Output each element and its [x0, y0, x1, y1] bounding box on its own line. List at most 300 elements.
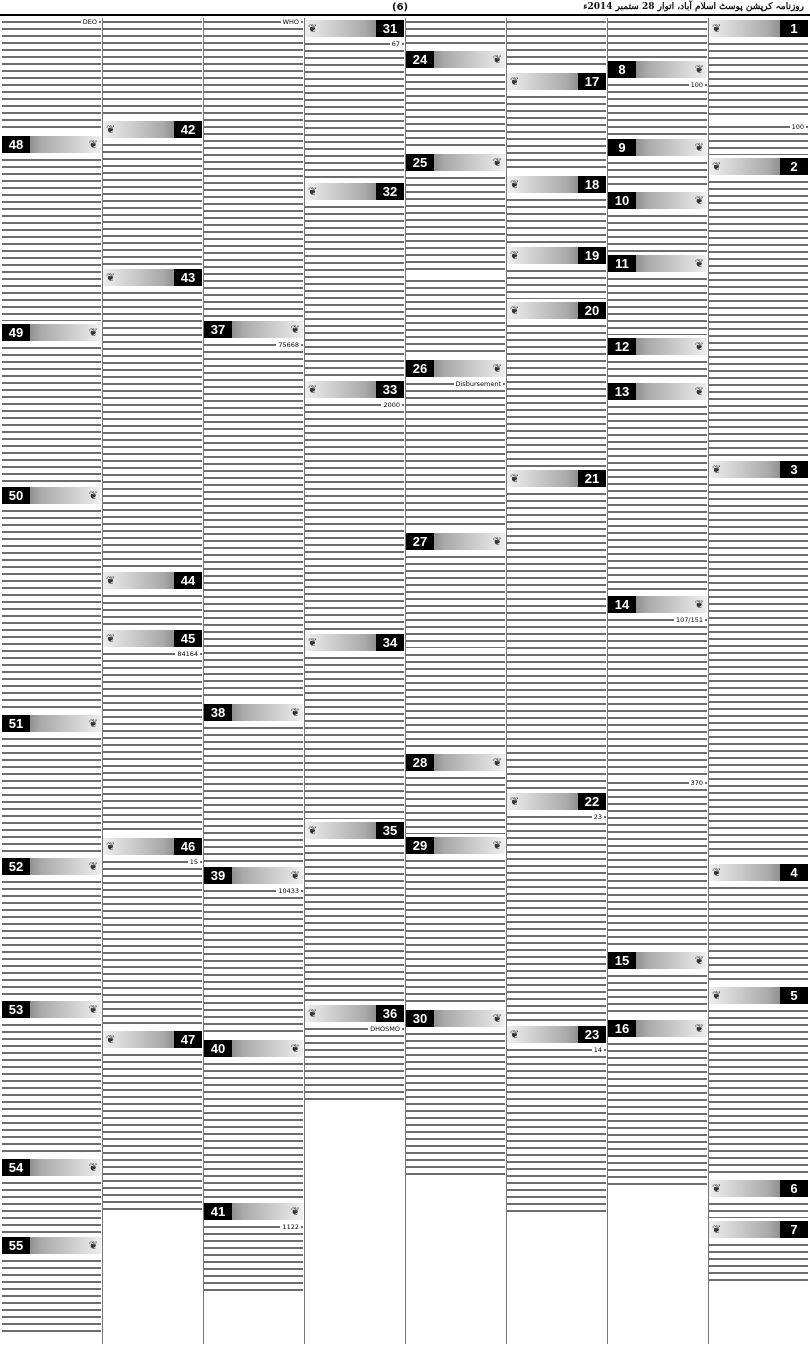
item-text-block — [305, 401, 404, 631]
item-header-bar — [305, 381, 404, 398]
inline-figure: 370 — [690, 779, 703, 787]
item-number: 42 — [174, 121, 202, 138]
leaf-ornament-icon: ❦ — [510, 472, 520, 485]
column-rule — [304, 18, 305, 1344]
classified-item — [507, 302, 606, 467]
item-text-block — [608, 18, 707, 58]
leaf-ornament-icon: ❦ — [492, 535, 502, 548]
leaf-ornament-icon: ❦ — [308, 824, 318, 837]
classified-item — [406, 18, 505, 48]
classified-item — [507, 247, 606, 299]
item-text-block — [709, 481, 808, 861]
item-text-block — [507, 490, 606, 790]
item-number: 22 — [578, 793, 606, 810]
item-text-block — [406, 651, 505, 751]
item-text-block — [608, 972, 707, 1017]
item-header-bar — [103, 1031, 202, 1048]
item-text-block — [204, 341, 303, 701]
item-number: 37 — [204, 321, 232, 338]
item-text-block — [709, 1241, 808, 1281]
item-header-bar — [608, 255, 707, 272]
item-number: 6 — [780, 1180, 808, 1197]
column-rule — [506, 18, 507, 1344]
classified-item — [608, 139, 707, 189]
leaf-ornament-icon: ❦ — [694, 954, 704, 967]
leaf-ornament-icon: ❦ — [510, 1028, 520, 1041]
item-number: 52 — [2, 858, 30, 875]
item-text-block — [406, 1030, 505, 1180]
classified-item — [2, 1237, 101, 1337]
item-text-block — [507, 813, 606, 1023]
classified-item — [406, 277, 505, 357]
item-number: 35 — [376, 822, 404, 839]
classified-item — [406, 1010, 505, 1180]
item-text-block — [608, 616, 707, 776]
item-header-bar — [305, 183, 404, 200]
item-number: 39 — [204, 867, 232, 884]
inline-figure: 2000 — [383, 401, 400, 409]
leaf-ornament-icon: ❦ — [510, 304, 520, 317]
classified-item — [406, 154, 505, 274]
leaf-ornament-icon: ❦ — [290, 1042, 300, 1055]
leaf-ornament-icon: ❦ — [290, 706, 300, 719]
leaf-ornament-icon: ❦ — [106, 123, 116, 136]
item-number: 51 — [2, 715, 30, 732]
classified-item — [2, 1159, 101, 1234]
item-header-bar — [608, 139, 707, 156]
item-number: 26 — [406, 360, 434, 377]
item-header-bar — [709, 864, 808, 881]
item-number: 50 — [2, 487, 30, 504]
item-header-bar — [406, 1010, 505, 1027]
classified-item — [709, 1221, 808, 1281]
leaf-ornament-icon: ❦ — [106, 632, 116, 645]
leaf-ornament-icon: ❦ — [492, 839, 502, 852]
item-header-bar — [204, 704, 303, 721]
item-number: 9 — [608, 139, 636, 156]
item-number: 11 — [608, 255, 636, 272]
column-rule — [203, 18, 204, 1344]
item-text-block — [406, 774, 505, 834]
item-text-block — [709, 1200, 808, 1218]
leaf-ornament-icon: ❦ — [510, 249, 520, 262]
leaf-ornament-icon: ❦ — [492, 362, 502, 375]
classified-item — [2, 858, 101, 998]
item-number: 44 — [174, 572, 202, 589]
item-text-block — [608, 1040, 707, 1190]
leaf-ornament-icon: ❦ — [694, 385, 704, 398]
classified-item — [406, 754, 505, 834]
newspaper-date-line: روزنامہ کرپشن پوسٹ اسلام آباد، اتوار 28 ستمبر 2014ء — [583, 2, 804, 12]
item-header-bar — [2, 487, 101, 504]
classified-item — [507, 73, 606, 173]
leaf-ornament-icon: ❦ — [712, 160, 722, 173]
item-number: 27 — [406, 533, 434, 550]
item-header-bar — [709, 158, 808, 175]
item-header-bar — [406, 154, 505, 171]
leaf-ornament-icon: ❦ — [694, 194, 704, 207]
leaf-ornament-icon: ❦ — [510, 178, 520, 191]
item-text-block — [2, 507, 101, 712]
item-text-block — [2, 344, 101, 484]
item-header-bar — [709, 20, 808, 37]
item-text-block — [2, 735, 101, 855]
classified-item — [507, 470, 606, 790]
item-number: 48 — [2, 136, 30, 153]
inline-figure: 1122 — [282, 1223, 299, 1231]
item-number: 43 — [174, 269, 202, 286]
leaf-ornament-icon: ❦ — [712, 1182, 722, 1195]
item-header-bar — [204, 867, 303, 884]
classified-item — [406, 51, 505, 151]
item-number: 40 — [204, 1040, 232, 1057]
classified-item — [204, 1203, 303, 1293]
item-number: 36 — [376, 1005, 404, 1022]
item-text-block — [406, 18, 505, 48]
item-number: 12 — [608, 338, 636, 355]
item-header-bar — [709, 987, 808, 1004]
leaf-ornament-icon: ❦ — [106, 271, 116, 284]
item-number: 5 — [780, 987, 808, 1004]
item-number: 34 — [376, 634, 404, 651]
item-text-block — [709, 1007, 808, 1177]
leaf-ornament-icon: ❦ — [88, 1239, 98, 1252]
item-number: 17 — [578, 73, 606, 90]
leaf-ornament-icon: ❦ — [88, 1161, 98, 1174]
leaf-ornament-icon: ❦ — [88, 138, 98, 151]
classified-item — [608, 192, 707, 252]
classified-item — [103, 1031, 202, 1211]
inline-figure: 10433 — [278, 887, 299, 895]
classified-item — [406, 651, 505, 751]
leaf-ornament-icon: ❦ — [694, 1022, 704, 1035]
item-header-bar — [2, 324, 101, 341]
inline-figure: DEO — [82, 18, 97, 26]
item-text-block — [305, 203, 404, 378]
item-text-block — [608, 275, 707, 335]
item-text-block — [709, 40, 808, 120]
item-text-block — [305, 1025, 404, 1100]
inline-figure: 75668 — [278, 341, 299, 349]
newspaper-column — [507, 18, 606, 1344]
classified-item — [406, 837, 505, 1007]
inline-figure: 23 — [593, 813, 602, 821]
leaf-ornament-icon: ❦ — [510, 75, 520, 88]
item-header-bar — [305, 1005, 404, 1022]
item-text-block — [103, 1051, 202, 1211]
classified-item — [2, 1001, 101, 1156]
item-number: 32 — [376, 183, 404, 200]
item-number: 8 — [608, 61, 636, 78]
item-header-bar — [103, 121, 202, 138]
item-text-block — [305, 654, 404, 819]
leaf-ornament-icon: ❦ — [290, 1205, 300, 1218]
classified-item — [2, 136, 101, 321]
inline-figure: 67 — [391, 40, 400, 48]
item-number: 45 — [174, 630, 202, 647]
leaf-ornament-icon: ❦ — [694, 598, 704, 611]
leaf-ornament-icon: ❦ — [308, 383, 318, 396]
item-header-bar — [103, 630, 202, 647]
item-header-bar — [507, 247, 606, 264]
item-text-block — [305, 842, 404, 1002]
leaf-ornament-icon: ❦ — [308, 636, 318, 649]
leaf-ornament-icon: ❦ — [106, 574, 116, 587]
classified-item — [608, 338, 707, 380]
item-number: 38 — [204, 704, 232, 721]
item-text-block — [709, 123, 808, 155]
classified-item — [204, 18, 303, 318]
leaf-ornament-icon: ❦ — [694, 257, 704, 270]
item-text-block — [709, 178, 808, 458]
item-number: 53 — [2, 1001, 30, 1018]
item-text-block — [608, 779, 707, 949]
classified-item — [204, 321, 303, 701]
item-header-bar — [103, 572, 202, 589]
item-header-bar — [2, 858, 101, 875]
classified-item — [204, 867, 303, 1037]
item-number: 2 — [780, 158, 808, 175]
item-header-bar — [103, 269, 202, 286]
item-text-block — [2, 878, 101, 998]
leaf-ornament-icon: ❦ — [308, 22, 318, 35]
item-header-bar — [608, 1020, 707, 1037]
newspaper-column — [709, 18, 808, 1344]
item-number: 1 — [780, 20, 808, 37]
item-number: 16 — [608, 1020, 636, 1037]
classified-item — [507, 1026, 606, 1216]
item-text-block — [709, 884, 808, 984]
item-text-block — [507, 1046, 606, 1216]
leaf-ornament-icon: ❦ — [106, 1033, 116, 1046]
item-number: 4 — [780, 864, 808, 881]
inline-figure: 100 — [791, 123, 804, 131]
item-text-block — [507, 322, 606, 467]
item-text-block — [507, 196, 606, 244]
item-text-block — [507, 18, 606, 70]
item-text-block — [2, 1021, 101, 1156]
item-number: 25 — [406, 154, 434, 171]
item-text-block — [406, 380, 505, 530]
leaf-ornament-icon: ❦ — [308, 1007, 318, 1020]
leaf-ornament-icon: ❦ — [694, 340, 704, 353]
item-number: 28 — [406, 754, 434, 771]
classified-item — [709, 864, 808, 984]
classified-item — [709, 20, 808, 120]
classified-item — [406, 533, 505, 648]
masthead — [0, 0, 810, 16]
classified-item — [608, 61, 707, 136]
classified-item — [709, 158, 808, 458]
item-text-block — [406, 277, 505, 357]
item-text-block — [103, 289, 202, 569]
item-header-bar — [406, 51, 505, 68]
leaf-ornament-icon: ❦ — [308, 185, 318, 198]
item-text-block — [608, 81, 707, 136]
item-header-bar — [305, 20, 404, 37]
leaf-ornament-icon: ❦ — [88, 326, 98, 339]
classified-item — [709, 123, 808, 155]
classified-item — [204, 1040, 303, 1200]
item-header-bar — [305, 822, 404, 839]
item-number: 13 — [608, 383, 636, 400]
item-header-bar — [406, 533, 505, 550]
leaf-ornament-icon: ❦ — [492, 756, 502, 769]
item-number: 7 — [780, 1221, 808, 1238]
leaf-ornament-icon: ❦ — [88, 860, 98, 873]
item-number: 29 — [406, 837, 434, 854]
item-header-bar — [305, 634, 404, 651]
item-text-block — [406, 857, 505, 1007]
item-text-block — [608, 403, 707, 593]
item-header-bar — [507, 1026, 606, 1043]
leaf-ornament-icon: ❦ — [694, 141, 704, 154]
classified-item — [507, 176, 606, 244]
leaf-ornament-icon: ❦ — [88, 489, 98, 502]
item-number: 54 — [2, 1159, 30, 1176]
item-text-block — [507, 93, 606, 173]
inline-figure: 14 — [593, 1046, 602, 1054]
inline-figure: DHOSMO — [370, 1025, 400, 1033]
item-number: 46 — [174, 838, 202, 855]
classified-item — [305, 822, 404, 1002]
newspaper-column — [103, 18, 202, 1344]
classified-item — [305, 634, 404, 819]
leaf-ornament-icon: ❦ — [510, 795, 520, 808]
classified-item — [507, 18, 606, 70]
classified-item — [709, 987, 808, 1177]
classified-item — [2, 715, 101, 855]
item-number: 47 — [174, 1031, 202, 1048]
item-text-block — [204, 18, 303, 318]
inline-figure: 84164 — [177, 650, 198, 658]
item-header-bar — [406, 360, 505, 377]
classified-item — [608, 383, 707, 593]
leaf-ornament-icon: ❦ — [492, 156, 502, 169]
item-text-block — [305, 40, 404, 180]
classified-item — [103, 269, 202, 569]
classified-item — [608, 18, 707, 58]
item-text-block — [103, 650, 202, 835]
inline-figure: WHO — [282, 18, 299, 26]
leaf-ornament-icon: ❦ — [712, 463, 722, 476]
item-number: 21 — [578, 470, 606, 487]
item-header-bar — [2, 715, 101, 732]
item-number: 41 — [204, 1203, 232, 1220]
item-text-block — [2, 156, 101, 321]
newspaper-column — [406, 18, 505, 1344]
item-header-bar — [507, 176, 606, 193]
classified-item — [103, 572, 202, 627]
item-header-bar — [608, 61, 707, 78]
item-header-bar — [608, 383, 707, 400]
item-text-block — [406, 71, 505, 151]
leaf-ornament-icon: ❦ — [492, 1012, 502, 1025]
item-header-bar — [204, 1203, 303, 1220]
item-header-bar — [507, 793, 606, 810]
classified-item — [103, 121, 202, 266]
item-header-bar — [608, 338, 707, 355]
leaf-ornament-icon: ❦ — [290, 869, 300, 882]
item-number: 49 — [2, 324, 30, 341]
item-number: 14 — [608, 596, 636, 613]
item-text-block — [406, 553, 505, 648]
inline-figure: 100 — [690, 81, 703, 89]
item-number: 3 — [780, 461, 808, 478]
item-number: 20 — [578, 302, 606, 319]
item-header-bar — [608, 192, 707, 209]
column-rule — [708, 18, 709, 1344]
item-text-block — [103, 18, 202, 118]
classified-item — [608, 255, 707, 335]
item-header-bar — [709, 461, 808, 478]
item-number: 23 — [578, 1026, 606, 1043]
item-header-bar — [406, 754, 505, 771]
classified-item — [305, 1005, 404, 1100]
inline-figure: 107/151 — [675, 616, 703, 624]
leaf-ornament-icon: ❦ — [290, 323, 300, 336]
classified-item — [709, 461, 808, 861]
newspaper-column — [2, 18, 101, 1344]
leaf-ornament-icon: ❦ — [694, 63, 704, 76]
classified-item — [608, 596, 707, 776]
classified-item — [204, 704, 303, 864]
classified-item — [608, 1020, 707, 1190]
classified-item — [507, 793, 606, 1023]
classified-item — [2, 18, 101, 133]
item-header-bar — [204, 1040, 303, 1057]
newspaper-column — [204, 18, 303, 1344]
item-header-bar — [608, 596, 707, 613]
leaf-ornament-icon: ❦ — [712, 1223, 722, 1236]
item-header-bar — [507, 302, 606, 319]
column-rule — [405, 18, 406, 1344]
item-text-block — [204, 1223, 303, 1293]
classified-item — [406, 360, 505, 530]
leaf-ornament-icon: ❦ — [88, 717, 98, 730]
item-text-block — [204, 724, 303, 864]
item-text-block — [103, 592, 202, 627]
item-header-bar — [507, 73, 606, 90]
leaf-ornament-icon: ❦ — [712, 22, 722, 35]
leaf-ornament-icon: ❦ — [492, 53, 502, 66]
item-number: 55 — [2, 1237, 30, 1254]
item-text-block — [204, 887, 303, 1037]
item-number: 24 — [406, 51, 434, 68]
item-header-bar — [2, 1237, 101, 1254]
classified-item — [608, 779, 707, 949]
item-number: 15 — [608, 952, 636, 969]
item-header-bar — [2, 136, 101, 153]
classified-item — [103, 838, 202, 1028]
item-text-block — [406, 174, 505, 274]
item-text-block — [608, 212, 707, 252]
item-header-bar — [608, 952, 707, 969]
classified-item — [2, 487, 101, 712]
item-header-bar — [507, 470, 606, 487]
item-header-bar — [204, 321, 303, 338]
column-rule — [102, 18, 103, 1344]
item-text-block — [2, 1257, 101, 1337]
classified-item — [103, 630, 202, 835]
item-text-block — [2, 18, 101, 133]
leaf-ornament-icon: ❦ — [712, 866, 722, 879]
item-number: 33 — [376, 381, 404, 398]
item-header-bar — [2, 1001, 101, 1018]
item-header-bar — [709, 1221, 808, 1238]
leaf-ornament-icon: ❦ — [88, 1003, 98, 1016]
inline-figure: 15 — [189, 858, 198, 866]
